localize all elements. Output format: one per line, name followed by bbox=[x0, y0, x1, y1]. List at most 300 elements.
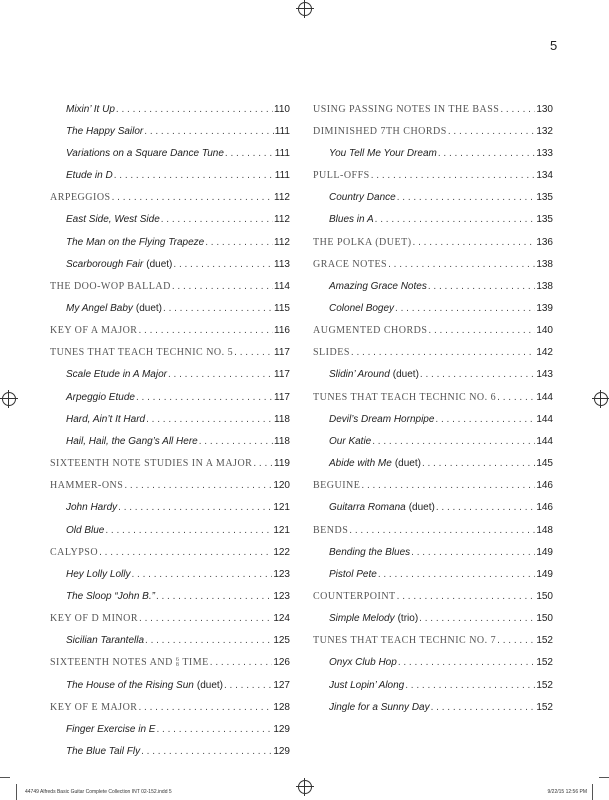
entry-title-text: GRACE NOTES bbox=[313, 258, 388, 270]
toc-section-heading[interactable] bbox=[50, 187, 290, 209]
entry-page-number: 139 bbox=[536, 302, 553, 314]
dot-leader bbox=[397, 192, 536, 203]
entry-page-number: 111 bbox=[274, 170, 290, 182]
entry-title-text: KEY OF D MINOR bbox=[50, 613, 139, 625]
entry-title bbox=[50, 657, 209, 668]
entry-title bbox=[329, 680, 404, 691]
entry-page-number: 113 bbox=[274, 258, 290, 270]
dot-leader bbox=[205, 237, 273, 248]
entry-page-number: 134 bbox=[536, 170, 553, 182]
entry-title-text: TUNES THAT TEACH TECHNIC NO. 5 bbox=[50, 347, 234, 359]
dot-leader bbox=[435, 414, 535, 425]
entry-title bbox=[329, 303, 394, 314]
toc-section-heading[interactable] bbox=[50, 320, 290, 342]
entry-title-text: Jingle for a Sunny Day bbox=[329, 701, 430, 713]
dot-leader bbox=[144, 126, 274, 137]
entry-page-number: 144 bbox=[536, 391, 553, 403]
toc-song-entry[interactable] bbox=[313, 453, 553, 475]
toc-section-heading[interactable] bbox=[313, 98, 553, 120]
dot-leader bbox=[172, 281, 273, 292]
entry-title-text: ARPEGGIOS bbox=[50, 192, 111, 204]
dot-leader bbox=[361, 480, 535, 491]
toc-song-entry[interactable] bbox=[50, 497, 290, 519]
entry-title bbox=[66, 591, 155, 602]
entry-page-number: 112 bbox=[274, 214, 290, 226]
entry-title-text: The Happy Sailor bbox=[66, 125, 144, 137]
dot-leader bbox=[146, 414, 273, 425]
toc-section-heading[interactable] bbox=[50, 342, 290, 364]
toc-song-entry[interactable] bbox=[313, 297, 553, 319]
entry-page-number: 122 bbox=[273, 546, 290, 558]
entry-page-number: 144 bbox=[536, 435, 553, 447]
toc-song-entry[interactable] bbox=[50, 408, 290, 430]
entry-page-number: 146 bbox=[536, 480, 553, 492]
entry-page-number: 110 bbox=[274, 103, 290, 115]
entry-title bbox=[66, 525, 104, 536]
dot-leader bbox=[422, 458, 535, 469]
dot-leader bbox=[99, 547, 272, 558]
entry-title bbox=[66, 414, 145, 425]
entry-title bbox=[329, 502, 406, 513]
entry-title-text: Hard, Ain’t It Hard bbox=[66, 413, 146, 425]
entry-title-text: Just Lopin’ Along bbox=[329, 679, 405, 691]
toc-song-entry[interactable] bbox=[313, 142, 553, 164]
entry-page-number: 140 bbox=[536, 325, 553, 337]
entry-title-text: Hail, Hail, the Gang’s All Here bbox=[66, 435, 198, 447]
entry-suffix: (duet) bbox=[394, 458, 421, 470]
entry-title bbox=[329, 214, 374, 225]
entry-title bbox=[66, 680, 194, 691]
entry-title-text: SLIDES bbox=[313, 347, 350, 359]
toc-section-heading[interactable] bbox=[50, 696, 290, 718]
dot-leader bbox=[378, 569, 536, 580]
dot-leader bbox=[105, 525, 272, 536]
toc-song-entry[interactable] bbox=[50, 741, 290, 763]
dot-leader bbox=[199, 436, 273, 447]
entry-page-number: 135 bbox=[536, 192, 553, 204]
entry-title-text: Colonel Bogey bbox=[329, 302, 395, 314]
entry-page-number: 144 bbox=[536, 413, 553, 425]
dot-leader bbox=[210, 657, 273, 668]
entry-title bbox=[50, 347, 233, 358]
entry-title-text: THE DOO-WOP BALLAD bbox=[50, 280, 171, 292]
dot-leader bbox=[114, 170, 274, 181]
entry-title-text: You Tell Me Your Dream bbox=[329, 147, 437, 159]
entry-page-number: 112 bbox=[274, 236, 290, 248]
dot-leader bbox=[500, 104, 535, 115]
toc-song-entry[interactable] bbox=[50, 120, 290, 142]
toc-song-entry[interactable] bbox=[50, 519, 290, 541]
entry-title bbox=[329, 148, 437, 159]
toc-song-entry[interactable] bbox=[313, 430, 553, 452]
dot-leader bbox=[163, 303, 273, 314]
entry-title bbox=[50, 547, 98, 558]
entry-suffix: (duet) bbox=[408, 502, 435, 514]
entry-page-number: 114 bbox=[274, 280, 290, 292]
entry-title bbox=[66, 170, 113, 181]
dot-leader bbox=[145, 635, 272, 646]
entry-title bbox=[313, 325, 427, 336]
toc-song-entry[interactable] bbox=[50, 630, 290, 652]
entry-page-number: 136 bbox=[536, 236, 553, 248]
entry-title bbox=[313, 347, 350, 358]
registration-mark-bottom bbox=[298, 780, 312, 794]
entry-title bbox=[66, 237, 204, 248]
entry-title-text: The Blue Tail Fly bbox=[66, 746, 141, 758]
toc-left-column bbox=[50, 98, 290, 763]
entry-page-number: 125 bbox=[273, 635, 290, 647]
dot-leader bbox=[388, 259, 535, 270]
entry-suffix: (trio) bbox=[397, 613, 419, 625]
entry-page-number: 116 bbox=[274, 325, 290, 337]
entry-title-text: DIMINISHED 7TH CHORDS bbox=[313, 125, 447, 137]
entry-page-number: 123 bbox=[273, 568, 290, 580]
toc-song-entry[interactable] bbox=[50, 430, 290, 452]
entry-title-text: CALYPSO bbox=[50, 546, 99, 558]
entry-page-number: 127 bbox=[273, 679, 290, 691]
entry-title bbox=[66, 392, 135, 403]
dot-leader bbox=[225, 148, 274, 159]
entry-title-text: USING PASSING NOTES IN THE BASS bbox=[313, 103, 500, 115]
entry-title-text: Finger Exercise in E bbox=[66, 723, 156, 735]
entry-title bbox=[66, 214, 160, 225]
toc-section-heading[interactable] bbox=[313, 120, 553, 142]
entry-title bbox=[66, 104, 115, 115]
toc-section-heading[interactable] bbox=[313, 164, 553, 186]
entry-title-text: Onyx Club Hop bbox=[329, 657, 397, 669]
toc-song-entry[interactable] bbox=[50, 142, 290, 164]
entry-page-number: 117 bbox=[274, 369, 290, 381]
entry-title bbox=[313, 392, 496, 403]
toc-song-entry[interactable] bbox=[50, 585, 290, 607]
dot-leader bbox=[497, 635, 535, 646]
toc-section-heading[interactable] bbox=[50, 453, 290, 475]
entry-title-text: Country Dance bbox=[329, 192, 396, 204]
entry-title bbox=[313, 259, 387, 270]
dot-leader bbox=[156, 724, 272, 735]
dot-leader bbox=[428, 325, 535, 336]
entry-page-number: 117 bbox=[274, 391, 290, 403]
entry-title bbox=[66, 126, 143, 137]
toc-song-entry[interactable] bbox=[50, 364, 290, 386]
registration-mark-left bbox=[2, 392, 16, 406]
entry-title bbox=[66, 148, 224, 159]
entry-title bbox=[313, 480, 360, 491]
entry-page-number: 149 bbox=[536, 546, 553, 558]
toc-song-entry[interactable] bbox=[50, 674, 290, 696]
toc-song-entry[interactable] bbox=[50, 563, 290, 585]
dot-leader bbox=[371, 170, 536, 181]
entry-page-number: 118 bbox=[274, 413, 290, 425]
entry-page-number: 117 bbox=[274, 347, 290, 359]
entry-title-after: TIME bbox=[182, 657, 209, 669]
entry-page-number: 123 bbox=[273, 591, 290, 603]
registration-mark-top bbox=[298, 2, 312, 16]
toc-section-heading[interactable] bbox=[50, 608, 290, 630]
dot-leader bbox=[428, 281, 535, 292]
entry-title-text: Bending the Blues bbox=[329, 546, 411, 558]
entry-title bbox=[50, 192, 111, 203]
entry-title-text: Slidin’ Around bbox=[329, 369, 390, 381]
entry-title bbox=[329, 436, 371, 447]
entry-title bbox=[329, 281, 427, 292]
toc-song-entry[interactable] bbox=[313, 674, 553, 696]
dot-leader bbox=[349, 525, 535, 536]
entry-page-number: 146 bbox=[536, 502, 553, 514]
toc-song-entry[interactable] bbox=[313, 364, 553, 386]
entry-page-number: 132 bbox=[536, 125, 553, 137]
entry-title-text: Old Blue bbox=[66, 524, 105, 536]
entry-title bbox=[313, 635, 496, 646]
entry-page-number: 112 bbox=[274, 192, 290, 204]
entry-title bbox=[329, 369, 390, 380]
toc-song-entry[interactable] bbox=[313, 652, 553, 674]
toc-section-heading[interactable] bbox=[313, 519, 553, 541]
dot-leader bbox=[438, 148, 535, 159]
entry-page-number: 145 bbox=[536, 458, 553, 470]
crop-mark bbox=[16, 784, 17, 800]
entry-page-number: 142 bbox=[536, 347, 553, 359]
dot-leader bbox=[497, 392, 535, 403]
toc-song-entry[interactable] bbox=[50, 386, 290, 408]
entry-title-text: Simple Melody bbox=[329, 613, 395, 625]
dot-leader bbox=[420, 369, 535, 380]
entry-title bbox=[313, 525, 348, 536]
entry-page-number: 152 bbox=[536, 701, 553, 713]
entry-page-number: 121 bbox=[273, 524, 290, 536]
toc-section-heading[interactable] bbox=[313, 320, 553, 342]
toc-song-entry[interactable] bbox=[50, 164, 290, 186]
entry-page-number: 118 bbox=[274, 435, 290, 447]
entry-title-text: Scarborough Fair bbox=[66, 258, 144, 270]
entry-title bbox=[313, 237, 412, 248]
entry-title bbox=[66, 303, 133, 314]
entry-page-number: 152 bbox=[536, 635, 553, 647]
entry-page-number: 129 bbox=[273, 723, 290, 735]
entry-page-number: 152 bbox=[536, 657, 553, 669]
entry-title-text: AUGMENTED CHORDS bbox=[313, 325, 428, 337]
dot-leader bbox=[139, 613, 272, 624]
entry-page-number: 119 bbox=[274, 458, 290, 470]
entry-title-text: BENDS bbox=[313, 524, 349, 536]
entry-title-text: TUNES THAT TEACH TECHNIC NO. 6 bbox=[313, 391, 497, 403]
entry-title-text: Etude in D bbox=[66, 170, 113, 182]
entry-page-number: 152 bbox=[536, 679, 553, 691]
dot-leader bbox=[112, 192, 273, 203]
toc-song-entry[interactable] bbox=[313, 187, 553, 209]
entry-title-text: SIXTEENTH NOTES AND bbox=[50, 657, 173, 669]
dot-leader bbox=[375, 214, 536, 225]
entry-title bbox=[313, 591, 396, 602]
toc-section-heading[interactable] bbox=[50, 275, 290, 297]
entry-title bbox=[313, 104, 499, 115]
toc-section-heading[interactable] bbox=[313, 231, 553, 253]
toc-song-entry[interactable] bbox=[50, 297, 290, 319]
dot-leader bbox=[395, 303, 535, 314]
entry-title-text: The House of the Rising Sun bbox=[66, 679, 194, 691]
entry-title bbox=[329, 414, 434, 425]
toc-song-entry[interactable] bbox=[313, 563, 553, 585]
entry-title-text: Hey Lolly Lolly bbox=[66, 568, 131, 580]
toc-song-entry[interactable] bbox=[50, 231, 290, 253]
entry-title-text: KEY OF E MAJOR bbox=[50, 701, 138, 713]
entry-title-text: John Hardy bbox=[66, 502, 118, 514]
entry-title-text: Amazing Grace Notes bbox=[329, 280, 427, 292]
dot-leader bbox=[419, 613, 535, 624]
dot-leader bbox=[431, 702, 536, 713]
footer-filename: 44749 Alfreds Basic Guitar Complete Collection INT 02-152.indd 5 bbox=[25, 789, 172, 795]
toc-song-entry[interactable] bbox=[313, 497, 553, 519]
dot-leader bbox=[351, 347, 535, 358]
entry-page-number: 143 bbox=[536, 369, 553, 381]
entry-page-number: 111 bbox=[274, 147, 290, 159]
entry-title-text: East Side, West Side bbox=[66, 214, 160, 226]
toc-section-heading[interactable] bbox=[50, 475, 290, 497]
entry-title-text: BEGUINE bbox=[313, 480, 361, 492]
dot-leader bbox=[372, 436, 535, 447]
entry-page-number: 111 bbox=[274, 125, 290, 137]
dot-leader bbox=[124, 480, 272, 491]
entry-title bbox=[329, 657, 397, 668]
entry-title bbox=[50, 702, 137, 713]
entry-title-text: The Man on the Flying Trapeze bbox=[66, 236, 205, 248]
dot-leader bbox=[234, 347, 273, 358]
entry-suffix: (duet) bbox=[392, 369, 419, 381]
time-signature-bottom: 8 bbox=[175, 662, 180, 669]
entry-title bbox=[66, 259, 143, 270]
dot-leader bbox=[141, 746, 272, 757]
dot-leader bbox=[398, 657, 536, 668]
dot-leader bbox=[448, 126, 535, 137]
toc-section-heading[interactable] bbox=[313, 342, 553, 364]
dot-leader bbox=[411, 547, 535, 558]
entry-title bbox=[329, 547, 410, 558]
entry-title bbox=[66, 569, 130, 580]
entry-title-text: TUNES THAT TEACH TECHNIC NO. 7 bbox=[313, 635, 497, 647]
entry-title bbox=[50, 613, 138, 624]
entry-page-number: 129 bbox=[273, 746, 290, 758]
time-signature-top: 6 bbox=[175, 657, 180, 664]
dot-leader bbox=[116, 104, 273, 115]
entry-title bbox=[66, 502, 117, 513]
entry-page-number: 150 bbox=[536, 591, 553, 603]
toc-song-entry[interactable] bbox=[50, 98, 290, 120]
entry-page-number: 121 bbox=[273, 502, 290, 514]
dot-leader bbox=[173, 259, 273, 270]
entry-suffix: (duet) bbox=[146, 258, 173, 270]
entry-page-number: 124 bbox=[273, 613, 290, 625]
entry-page-number: 130 bbox=[536, 103, 553, 115]
crop-mark bbox=[0, 777, 10, 778]
dot-leader bbox=[397, 591, 536, 602]
entry-title-text: The Sloop “John B.” bbox=[66, 591, 155, 603]
dot-leader bbox=[138, 702, 272, 713]
toc-song-entry[interactable] bbox=[313, 608, 553, 630]
entry-suffix: (duet) bbox=[135, 302, 163, 314]
entry-title-text: Blues in A bbox=[329, 214, 374, 226]
entry-title-text: Scale Etude in A Major bbox=[66, 369, 167, 381]
entry-page-number: 149 bbox=[536, 568, 553, 580]
dot-leader bbox=[156, 591, 272, 602]
entry-title bbox=[313, 170, 370, 181]
dot-leader bbox=[405, 680, 535, 691]
entry-title bbox=[50, 281, 171, 292]
entry-page-number: 133 bbox=[536, 147, 553, 159]
entry-title-text: Pistol Pete bbox=[329, 568, 377, 580]
entry-title-text: Mixin’ It Up bbox=[66, 103, 115, 115]
toc-song-entry[interactable] bbox=[50, 209, 290, 231]
dot-leader bbox=[136, 392, 273, 403]
toc-section-heading[interactable] bbox=[313, 630, 553, 652]
entry-page-number: 120 bbox=[273, 480, 290, 492]
toc-section-heading[interactable] bbox=[50, 541, 290, 563]
dot-leader bbox=[168, 369, 273, 380]
entry-title bbox=[329, 192, 396, 203]
entry-title bbox=[329, 569, 377, 580]
entry-title bbox=[50, 325, 137, 336]
entry-title bbox=[66, 746, 140, 757]
entry-page-number: 135 bbox=[536, 214, 553, 226]
entry-suffix: (duet) bbox=[196, 679, 223, 691]
toc-section-heading[interactable] bbox=[313, 475, 553, 497]
entry-title bbox=[329, 613, 395, 624]
toc-song-entry[interactable] bbox=[313, 408, 553, 430]
toc-section-heading[interactable] bbox=[313, 253, 553, 275]
entry-page-number: 150 bbox=[536, 613, 553, 625]
dot-leader bbox=[118, 502, 272, 513]
entry-title bbox=[66, 436, 198, 447]
dot-leader bbox=[138, 325, 273, 336]
dot-leader bbox=[161, 214, 273, 225]
toc-song-entry[interactable] bbox=[313, 275, 553, 297]
entry-title bbox=[50, 458, 252, 469]
toc-song-entry[interactable] bbox=[313, 696, 553, 718]
toc-section-heading[interactable] bbox=[313, 386, 553, 408]
entry-title bbox=[50, 480, 123, 491]
toc-song-entry[interactable] bbox=[50, 253, 290, 275]
entry-page-number: 148 bbox=[536, 524, 553, 536]
entry-title-text: My Angel Baby bbox=[66, 302, 133, 314]
entry-page-number: 115 bbox=[274, 302, 290, 314]
dot-leader bbox=[413, 237, 536, 248]
toc-song-entry[interactable] bbox=[313, 209, 553, 231]
toc-section-heading[interactable] bbox=[50, 652, 290, 674]
toc-song-entry[interactable] bbox=[50, 718, 290, 740]
entry-title-text: Arpeggio Etude bbox=[66, 391, 135, 403]
dot-leader bbox=[253, 458, 273, 469]
entry-title-text: KEY OF A MAJOR bbox=[50, 325, 138, 337]
entry-title bbox=[313, 126, 447, 137]
entry-title-text: Guitarra Romana bbox=[329, 502, 406, 514]
crop-mark bbox=[599, 777, 609, 778]
entry-title-text: PULL-OFFS bbox=[313, 170, 370, 182]
time-signature bbox=[176, 658, 180, 668]
dot-leader bbox=[436, 502, 535, 513]
entry-title bbox=[329, 702, 430, 713]
entry-title-text: Our Katie bbox=[329, 435, 372, 447]
entry-title-text: Sicilian Tarantella bbox=[66, 635, 145, 647]
toc-section-heading[interactable] bbox=[313, 585, 553, 607]
crop-mark bbox=[592, 784, 593, 800]
entry-title-text: HAMMER-ONS bbox=[50, 480, 124, 492]
entry-page-number: 138 bbox=[536, 258, 553, 270]
entry-page-number: 138 bbox=[536, 280, 553, 292]
entry-title-text: Devil’s Dream Hornpipe bbox=[329, 413, 435, 425]
entry-page-number: 128 bbox=[273, 701, 290, 713]
entry-title-text: THE POLKA (DUET) bbox=[313, 236, 412, 248]
footer-date: 9/22/15 12:56 PM bbox=[547, 789, 587, 795]
toc-song-entry[interactable] bbox=[313, 541, 553, 563]
